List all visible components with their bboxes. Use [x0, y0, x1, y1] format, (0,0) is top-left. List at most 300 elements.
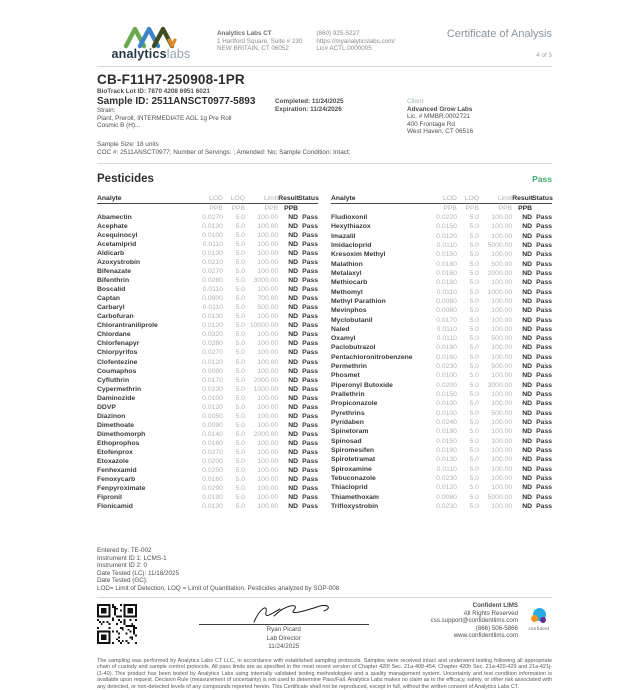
limit-value: 500.00 — [491, 335, 513, 343]
loq-value: 5.0 — [235, 286, 246, 294]
confident-lims-logo-text: confident — [528, 626, 550, 632]
result-value: ND — [522, 344, 533, 352]
status-value: Pass — [536, 241, 552, 249]
lod-value: 0.0090 — [202, 421, 223, 429]
loq-value: 5.0 — [235, 458, 246, 466]
status-value: Pass — [302, 249, 318, 257]
status-value: Pass — [302, 295, 318, 303]
analyte-name: Bifenazate — [97, 268, 131, 276]
analyte-name: DDVP — [97, 403, 116, 411]
limit-value: 500.00 — [491, 409, 513, 417]
confident-lims-logo-icon — [531, 608, 548, 625]
lod-value: 0.0110 — [202, 304, 223, 312]
sample-divider — [97, 163, 552, 164]
result-value: ND — [288, 322, 299, 330]
limit-value: 100.00 — [491, 251, 513, 259]
status-value: Pass — [302, 467, 318, 475]
status-value: Pass — [536, 465, 552, 473]
analyte-name: Etofenprox — [97, 448, 133, 456]
result-value: ND — [288, 421, 299, 429]
client-block — [407, 96, 473, 136]
limit-value: 100.00 — [257, 258, 279, 266]
result-value: ND — [288, 258, 299, 266]
analyte-name: Kresoxim Methyl — [331, 251, 386, 259]
loq-value: 5.0 — [235, 322, 246, 330]
analyte-name: Trifloxystrobin — [331, 503, 379, 511]
status-value: Pass — [536, 344, 552, 352]
lod-value: 0.0180 — [436, 260, 457, 268]
loq-value: 5.0 — [235, 394, 246, 402]
analyte-name: Boscalid — [97, 286, 126, 294]
lod-value: 0.0170 — [436, 316, 457, 324]
col-header-result: Result — [512, 195, 533, 203]
result-value: ND — [288, 439, 299, 447]
col-header-limit: Limit — [245, 194, 278, 204]
unit-loq: PPB — [231, 204, 246, 212]
header-divider — [97, 66, 552, 67]
limit-value: 100.00 — [257, 421, 279, 429]
client-license: Lic. # MMBR.0002721 — [407, 113, 471, 121]
limit-value: 100.00 — [257, 222, 279, 230]
analyte-name: Acetamiprid — [97, 240, 137, 248]
loq-value: 5.0 — [469, 503, 480, 511]
loq-value: 5.0 — [469, 419, 480, 427]
result-value: ND — [522, 493, 533, 501]
analyte-name: Abamectin — [97, 213, 132, 221]
loq-value: 5.0 — [469, 409, 480, 417]
lod-value: 0.0220 — [436, 213, 457, 221]
table-row — [97, 312, 318, 321]
lod-value: 0.0100 — [202, 231, 223, 239]
limit-value: 100.00 — [491, 428, 513, 436]
analyte-name: Imidacloprid — [331, 241, 372, 249]
lod-value: 0.0160 — [436, 353, 457, 361]
pesticides-table-left — [97, 194, 318, 511]
footer-notes — [97, 547, 552, 592]
limit-value: 100.00 — [257, 439, 279, 447]
lod-value: 0.0050 — [202, 412, 223, 420]
limit-value: 100.00 — [491, 400, 513, 408]
lod-value: 0.0150 — [436, 437, 457, 445]
table-row — [331, 231, 552, 240]
analyte-name: Mevinphos — [331, 307, 367, 315]
limit-value: 2000.00 — [487, 269, 513, 277]
status-value: Pass — [302, 485, 318, 493]
limit-value: 100.00 — [491, 456, 513, 464]
loq-value: 5.0 — [235, 277, 246, 285]
status-value: Pass — [536, 232, 552, 240]
status-value: Pass — [302, 268, 318, 276]
result-value: ND — [288, 304, 299, 312]
analyte-name: Carbaryl — [97, 304, 125, 312]
lod-value: 0.0190 — [436, 447, 457, 455]
result-value: ND — [522, 232, 533, 240]
lod-value: 0.0190 — [436, 428, 457, 436]
table-units-row — [97, 204, 318, 213]
status-value: Pass — [536, 353, 552, 361]
coc-line: COC #: 2511ANSCT0977; Number of Servings: ; Amended: No; Sample Condition: Intact; — [97, 148, 351, 156]
table-row — [97, 421, 318, 430]
table-row — [97, 258, 318, 267]
result-value: ND — [522, 325, 533, 333]
result-value: ND — [288, 231, 299, 239]
limit-value: 100.00 — [257, 286, 279, 294]
loq-value: 5.0 — [469, 456, 480, 464]
status-value: Pass — [302, 313, 318, 321]
analyte-name: Dimethoate — [97, 421, 135, 429]
lod-value: 0.0110 — [436, 288, 457, 296]
status-value: Pass — [536, 503, 552, 511]
loq-value: 5.0 — [235, 331, 246, 339]
table-row — [97, 385, 318, 394]
analyte-name: Pyridaben — [331, 419, 364, 427]
result-value: ND — [288, 313, 299, 321]
unit-lod: PPB — [209, 204, 223, 212]
limit-value: 2000.00 — [253, 430, 279, 438]
analyte-name: Carbofuran — [97, 313, 134, 321]
limit-value: 100.00 — [257, 412, 279, 420]
lod-value: 0.0120 — [436, 232, 457, 240]
loq-value: 5.0 — [235, 376, 246, 384]
limit-value: 500.00 — [257, 304, 279, 312]
loq-value: 5.0 — [469, 381, 480, 389]
table-row — [331, 278, 552, 287]
result-value: ND — [288, 249, 299, 257]
lod-value: 0.0200 — [202, 458, 223, 466]
status-value: Pass — [536, 363, 552, 371]
limit-value: 100.00 — [257, 349, 279, 357]
loq-value: 5.0 — [235, 358, 246, 366]
result-value: ND — [288, 403, 299, 411]
status-value: Pass — [302, 448, 318, 456]
lab-phone: (860) 925-5227 — [316, 30, 360, 37]
analyte-name: Captan — [97, 295, 121, 303]
lod-value: 0.0230 — [436, 363, 457, 371]
lims-phone: (866) 506-5866 — [475, 624, 518, 632]
col-header-lod: LOD — [190, 194, 223, 204]
result-value: ND — [522, 213, 533, 221]
loq-value: 5.0 — [469, 297, 480, 305]
lod-value: 0.0320 — [202, 331, 223, 339]
status-value: Pass — [302, 240, 318, 248]
result-value: ND — [288, 367, 299, 375]
loq-value: 5.0 — [469, 344, 480, 352]
analyte-name: Cyfluthrin — [97, 376, 130, 384]
lod-value: 0.0080 — [436, 297, 457, 305]
loq-value: 5.0 — [469, 223, 480, 231]
result-value: ND — [522, 241, 533, 249]
limit-value: 100.00 — [491, 297, 513, 305]
status-value: Pass — [302, 403, 318, 411]
status-value: Pass — [536, 391, 552, 399]
limit-value: 100.00 — [491, 419, 513, 427]
limit-value: 100.00 — [491, 475, 513, 483]
limit-value: 100.00 — [257, 448, 279, 456]
lod-value: 0.0110 — [436, 335, 457, 343]
analyte-name: Spirotetramat — [331, 456, 376, 464]
lod-value: 0.0190 — [202, 494, 223, 502]
result-value: ND — [288, 277, 299, 285]
pesticides-table-right — [331, 194, 552, 511]
lod-value: 0.0160 — [202, 476, 223, 484]
result-value: ND — [288, 430, 299, 438]
status-value: Pass — [302, 213, 318, 221]
analyte-name: Spiroxamine — [331, 465, 372, 473]
table-row — [331, 315, 552, 324]
result-value: ND — [522, 437, 533, 445]
limit-value: 100.00 — [491, 447, 513, 455]
limit-value: 100.00 — [257, 213, 279, 221]
status-value: Pass — [536, 316, 552, 324]
status-value: Pass — [536, 400, 552, 408]
unit-loq: PPB — [465, 204, 480, 212]
analyte-name: Spinetoram — [331, 428, 369, 436]
lims-website-link[interactable]: www.confidentlims.com — [453, 631, 518, 639]
lod-value: 0.0090 — [202, 367, 223, 375]
unit-limit: PPB — [498, 204, 513, 212]
loq-value: 5.0 — [469, 353, 480, 361]
limit-value: 100.00 — [491, 232, 513, 240]
limit-value: 100.00 — [257, 313, 279, 321]
analyte-name: Pentachloronitrobenzene — [331, 353, 413, 361]
loq-value: 5.0 — [469, 475, 480, 483]
loq-value: 5.0 — [235, 249, 246, 257]
lod-value: 0.0110 — [202, 240, 223, 248]
limit-value: 3000.00 — [487, 381, 513, 389]
table-row — [331, 213, 552, 222]
lod-value: 0.0270 — [202, 448, 223, 456]
loq-value: 5.0 — [235, 412, 246, 420]
loq-value: 5.0 — [235, 403, 246, 411]
signature-row — [97, 602, 552, 650]
table-row — [97, 348, 318, 357]
analyte-name: Metalaxyl — [331, 269, 362, 277]
limit-value: 2000.00 — [253, 376, 279, 384]
table-row — [97, 457, 318, 466]
analyte-name: Oxamyl — [331, 335, 356, 343]
analyte-name: Dimethomorph — [97, 430, 146, 438]
result-value: ND — [288, 213, 299, 221]
signer-name: Ryan Picard — [266, 626, 301, 634]
lab-website-link[interactable]: https://myanalyticslabs.com/ — [316, 37, 396, 45]
limit-value: 100.00 — [491, 325, 513, 333]
table-row — [97, 358, 318, 367]
limit-value: 500.00 — [491, 260, 513, 268]
section-status-badge: Pass — [532, 174, 552, 185]
table-row — [331, 353, 552, 362]
limit-value: 100.00 — [491, 279, 513, 287]
analyte-name: Azoxystrobin — [97, 258, 141, 266]
result-value: ND — [522, 260, 533, 268]
loq-value: 5.0 — [469, 447, 480, 455]
col-header-loq: LOQ — [223, 194, 245, 204]
status-value: Pass — [536, 335, 552, 343]
table-row — [97, 475, 318, 484]
client-label: Client — [407, 98, 424, 105]
analyticslabs-logo-icon — [123, 26, 179, 48]
result-value: ND — [522, 353, 533, 361]
status-value: Pass — [536, 493, 552, 501]
loq-value: 5.0 — [235, 430, 246, 438]
table-row — [97, 330, 318, 339]
status-value: Pass — [302, 358, 318, 366]
status-value: Pass — [536, 437, 552, 445]
analyte-name: Fipronil — [97, 494, 122, 502]
lod-value: 0.0130 — [202, 503, 223, 511]
limit-value: 100.00 — [257, 249, 279, 257]
loq-value: 5.0 — [469, 260, 480, 268]
lod-value: 0.0130 — [202, 313, 223, 321]
col-header-analyte: Analyte — [97, 194, 190, 204]
table-header-row — [97, 194, 318, 204]
loq-value: 5.0 — [469, 484, 480, 492]
loq-value: 5.0 — [235, 268, 246, 276]
lab-name: Analytics Labs CT — [217, 30, 272, 37]
analyte-name: Methiocarb — [331, 279, 368, 287]
limit-value: 100.00 — [257, 494, 279, 502]
table-row — [97, 339, 318, 348]
limit-value: 100.00 — [491, 437, 513, 445]
result-value: ND — [522, 465, 533, 473]
table-row — [331, 390, 552, 399]
table-row — [331, 325, 552, 334]
pesticides-tables — [97, 194, 552, 511]
analyte-name: Chlordane — [97, 331, 131, 339]
table-row — [97, 321, 318, 330]
loq-value: 5.0 — [235, 222, 246, 230]
table-header-row — [331, 194, 552, 204]
lod-value: 0.0100 — [436, 400, 457, 408]
status-value: Pass — [302, 322, 318, 330]
sample-info-grid — [97, 96, 552, 136]
table-row — [331, 259, 552, 268]
limit-value: 100.00 — [257, 231, 279, 239]
loq-value: 5.0 — [469, 269, 480, 277]
lod-value: 0.0280 — [202, 340, 223, 348]
lod-value: 0.0120 — [202, 322, 223, 330]
analyte-name: Clofentezine — [97, 358, 138, 366]
result-value: ND — [288, 286, 299, 294]
lod-value: 0.0250 — [202, 467, 223, 475]
completed-date: Completed: 11/24/2025 — [275, 98, 344, 105]
loq-value: 5.0 — [469, 493, 480, 501]
loq-value: 5.0 — [469, 316, 480, 324]
limit-value: 100.00 — [257, 340, 279, 348]
analyte-name: Myclobutanil — [331, 316, 373, 324]
loq-value: 5.0 — [469, 251, 480, 259]
limit-value: 100.00 — [257, 331, 279, 339]
lab-license: Lic# ACTL.0000005 — [316, 45, 372, 53]
result-value: ND — [522, 288, 533, 296]
lims-email-link[interactable]: css.support@confidentlims.com — [430, 617, 518, 625]
result-value: ND — [288, 349, 299, 357]
analyte-name: Permethrin — [331, 363, 367, 371]
limit-value: 1000.00 — [487, 288, 513, 296]
limit-value: 100.00 — [257, 240, 279, 248]
matrix-line: Plant, Preroll, INTERMEDIATE AGL 1g Pre Roll — [97, 114, 232, 122]
result-value: ND — [522, 456, 533, 464]
limit-value: 5000.00 — [487, 241, 513, 249]
table-row — [97, 231, 318, 240]
result-value: ND — [522, 335, 533, 343]
disclaimer-text: The sampling was performed by Analytics Labs CT LLC, in accordance with established sampling protocols. Samples were received intact and underwent testing following all appropriate chain of custody and sample control protocols. All pass limits are as specified in the most recent version of Chapter 420f Sec. 21a-408-454, Chapter 420h Sec. 21a-420-429 and 21a-421j-(1-40). This product has been tested by Analytics Labs using internally validated testing methodologies and a quality management system. Uncertainty and test condition information is available upon request. Decision Rule (measurement of uncertainty) is not used to determine Pass/Fail. Analytics Labs makes no claim as to the efficacy, safety, or other risk associated with any detected, or non-detected levels of any compounds reported herein. This Certificate shall not be reproduced, except in full, without the written consent of Analytics Labs CT. — [97, 657, 552, 690]
analyte-name: Spiromesifen — [331, 447, 375, 455]
analyte-name: Acequinocyl — [97, 231, 138, 239]
status-value: Pass — [302, 394, 318, 402]
loq-value: 5.0 — [235, 313, 246, 321]
loq-value: 5.0 — [235, 295, 246, 303]
status-value: Pass — [536, 269, 552, 277]
table-row — [97, 294, 318, 303]
col-header-status: Status — [532, 195, 553, 203]
signature-line — [199, 624, 369, 625]
lab-contact-info — [217, 30, 395, 53]
table-row — [97, 448, 318, 457]
result-value: ND — [288, 458, 299, 466]
status-value: Pass — [536, 381, 552, 389]
signature-date: 11/24/2025 — [268, 642, 300, 650]
table-row — [331, 297, 552, 306]
result-value: ND — [522, 391, 533, 399]
status-value: Pass — [302, 286, 318, 294]
date-tested-gc: Date Tested (GC): — [97, 577, 148, 585]
table-row — [97, 285, 318, 294]
loq-value: 5.0 — [469, 288, 480, 296]
loq-value: 5.0 — [235, 476, 246, 484]
status-value: Pass — [302, 412, 318, 420]
loq-value: 5.0 — [469, 307, 480, 315]
lod-value: 0.0230 — [436, 503, 457, 511]
table-row — [331, 269, 552, 278]
limit-value: 100.00 — [257, 394, 279, 402]
table-row — [331, 362, 552, 371]
date-tested-lc: Date Tested (LC): 11/18/2025 — [97, 569, 180, 577]
limit-value: 100.00 — [257, 476, 279, 484]
result-value: ND — [522, 475, 533, 483]
result-value: ND — [522, 372, 533, 380]
unit-result: PPB — [518, 204, 533, 212]
sample-id-block — [97, 96, 275, 136]
status-value: Pass — [302, 258, 318, 266]
limit-value: 5000.00 — [487, 493, 513, 501]
limit-value: 100.00 — [257, 403, 279, 411]
result-value: ND — [522, 223, 533, 231]
status-value: Pass — [536, 456, 552, 464]
unit-lod: PPB — [443, 204, 457, 212]
analyte-name: Fenhexamid — [97, 467, 137, 475]
loq-value: 5.0 — [235, 349, 246, 357]
signer-role: Lab Director — [266, 634, 301, 642]
status-value: Pass — [536, 484, 552, 492]
analyte-name: Cypermethrin — [97, 385, 142, 393]
result-value: ND — [522, 419, 533, 427]
lod-value: 0.0100 — [436, 409, 457, 417]
result-value: ND — [522, 251, 533, 259]
client-address-line1: 400 Frontage Rd — [407, 120, 455, 128]
status-value: Pass — [536, 297, 552, 305]
table-row — [331, 241, 552, 250]
result-value: ND — [288, 376, 299, 384]
table-row — [331, 250, 552, 259]
analyte-name: Paclobutrazol — [331, 344, 376, 352]
lod-value: 0.0290 — [202, 485, 223, 493]
lod-value: 0.0140 — [202, 430, 223, 438]
result-value: ND — [522, 269, 533, 277]
lod-value: 0.0160 — [202, 439, 223, 447]
lab-address-line2: NEW BRITAIN, CT 06052 — [217, 45, 289, 53]
client-name: Advanced Grow Labs — [407, 105, 473, 113]
instrument-id-2: Instrument ID 2: 0 — [97, 562, 148, 570]
